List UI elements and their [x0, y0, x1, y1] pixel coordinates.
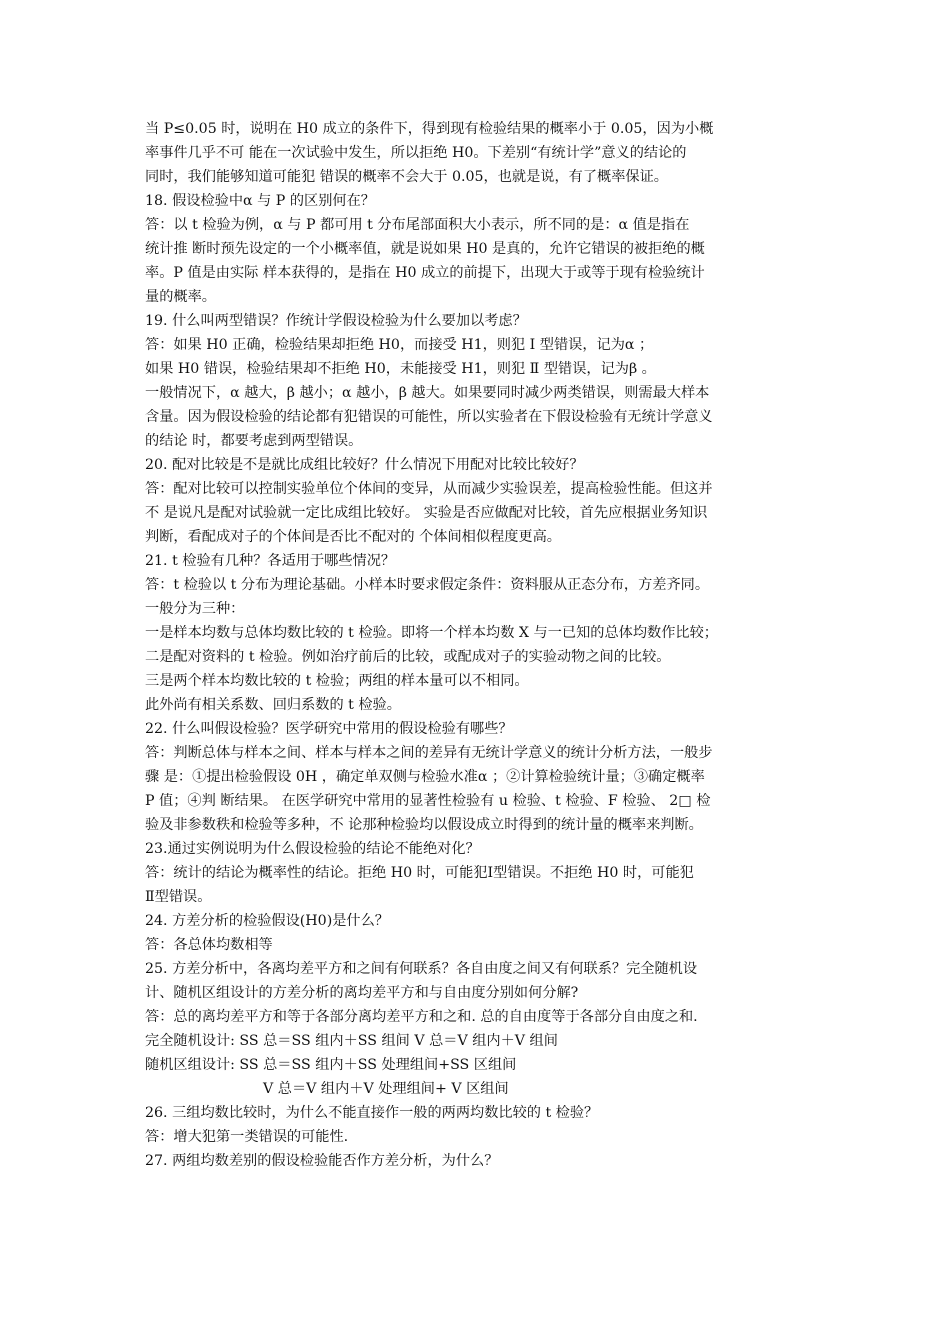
text-line: P 值；④判 断结果。 在医学研究中常用的显著性检验有 u 检验、t 检验、F 检验、 2□ 检: [145, 793, 711, 809]
text-line: 同时，我们能够知道可能犯 错误的概率不会大于 0.05，也就是说，有了概率保证。: [145, 169, 668, 185]
answer-22: 答：判断总体与样本之间、样本与样本之间的差异有无统计学意义的统计分析方法，一般步: [145, 745, 713, 761]
question-21: 21. t 检验有几种？各适用于哪些情况？: [145, 553, 396, 569]
text-line: 含量。因为假设检验的结论都有犯错误的可能性，所以实验者在下假设检验有无统计学意义: [145, 409, 713, 425]
text-line: 一般分为三种：: [145, 601, 245, 617]
text-line: 的结论 时，都要考虑到两型错误。: [145, 433, 363, 449]
answer-20: 答：配对比较可以控制实验单位个体间的变异，从而减少实验误差，提高检验性能。但这并: [145, 481, 713, 497]
text-line: Ⅱ型错误。: [145, 889, 212, 905]
text-line: 如果 H0 错误，检验结果却不拒绝 H0，未能接受 H1，则犯 Ⅱ 型错误，记为β 。: [145, 361, 656, 377]
question-24: 24. 方差分析的检验假设(H0)是什么？: [145, 913, 389, 929]
answer-18: 答：以 t 检验为例，α 与 P 都可用 t 分布尾部面积大小表示，所不同的是：α 值是指在: [145, 217, 690, 233]
text-line: 一是样本均数与总体均数比较的 t 检验。即将一个样本均数 X 与一已知的总体均数作比较；: [145, 625, 718, 641]
question-26: 26. 三组均数比较时，为什么不能直接作一般的两两均数比较的 t 检验？: [145, 1105, 599, 1121]
question-19: 19. 什么叫两型错误？作统计学假设检验为什么要加以考虑？: [145, 313, 527, 329]
question-25: 25. 方差分析中，各离均差平方和之间有何联系？各自由度之间又有何联系？完全随机设: [145, 961, 698, 977]
question-27: 27. 两组均数差别的假设检验能否作方差分析，为什么？: [145, 1153, 499, 1169]
answer-26: 答：增大犯第一类错误的可能性.: [145, 1129, 349, 1145]
text-line: 率事件几乎不可 能在一次试验中发生，所以拒绝 H0。下差别“有统计学”意义的结论的: [145, 145, 687, 161]
text-line: 统计推 断时预先设定的一个小概率值，就是说如果 H0 是真的，允许它错误的被拒绝的概: [145, 241, 705, 257]
text-line: 计、随机区组设计的方差分析的离均差平方和与自由度分别如何分解?: [145, 985, 579, 1001]
answer-23: 答：统计的结论为概率性的结论。拒绝 H0 时，可能犯Ⅰ型错误。不拒绝 H0 时，可能犯: [145, 865, 694, 881]
text-line: V 总＝V 组内＋V 处理组间+ V 区组间: [263, 1081, 509, 1097]
answer-21: 答：t 检验以 t 分布为理论基础。小样本时要求假定条件：资料服从正态分布，方差齐同。: [145, 577, 710, 593]
question-22: 22. 什么叫假设检验？医学研究中常用的假设检验有哪些？: [145, 721, 513, 737]
text-line: 判断，看配成对子的个体间是否比不配对的 个体间相似程度更高。: [145, 529, 561, 545]
text-line: 一般情况下，α 越大，β 越小；α 越小，β 越大。如果要同时减少两类错误，则需最大样本: [145, 385, 710, 401]
text-line: 随机区组设计: SS 总＝SS 组内＋SS 处理组间+SS 区组间: [145, 1057, 517, 1073]
text-line: 完全随机设计: SS 总＝SS 组内＋SS 组间 V 总＝V 组内＋V 组间: [145, 1033, 558, 1049]
text-line: 此外尚有相关系数、回归系数的 t 检验。: [145, 697, 401, 713]
text-line: 骤 是：①提出检验假设 0H ，确定单双侧与检验水准α ；②计算检验统计量；③确定概率: [145, 769, 705, 785]
answer-25: 答：总的离均差平方和等于各部分离均差平方和之和. 总的自由度等于各部分自由度之和.: [145, 1009, 698, 1025]
text-line: 三是两个样本均数比较的 t 检验；两组的样本量可以不相同。: [145, 673, 529, 689]
document-page: [145, 117, 810, 1173]
answer-19: 答：如果 H0 正确，检验结果却拒绝 H0，而接受 H1，则犯 I 型错误，记为α ；: [145, 337, 654, 353]
text-line: 不 是说凡是配对试验就一定比成组比较好。 实验是否应做配对比较，首先应根据业务知识: [145, 505, 708, 521]
question-23: 23.通过实例说明为什么假设检验的结论不能绝对化？: [145, 841, 480, 857]
text-line: 验及非参数秩和检验等多种，不 论那种检验均以假设成立时得到的统计量的概率来判断。: [145, 817, 703, 833]
answer-24: 答：各总体均数相等: [145, 937, 273, 953]
question-20: 20. 配对比较是不是就比成组比较好？什么情况下用配对比较比较好？: [145, 457, 584, 473]
question-18: 18. 假设检验中α 与 P 的区别何在？: [145, 193, 375, 209]
text-line: 当 P≤0.05 时，说明在 H0 成立的条件下，得到现有检验结果的概率小于 0.05，因为小概: [145, 121, 714, 137]
text-line: 量的概率。: [145, 289, 216, 305]
text-line: 率。P 值是由实际 样本获得的，是指在 H0 成立的前提下，出现大于或等于现有检验统计: [145, 265, 705, 281]
text-line: 二是配对资料的 t 检验。例如治疗前后的比较，或配成对子的实验动物之间的比较。: [145, 649, 671, 665]
